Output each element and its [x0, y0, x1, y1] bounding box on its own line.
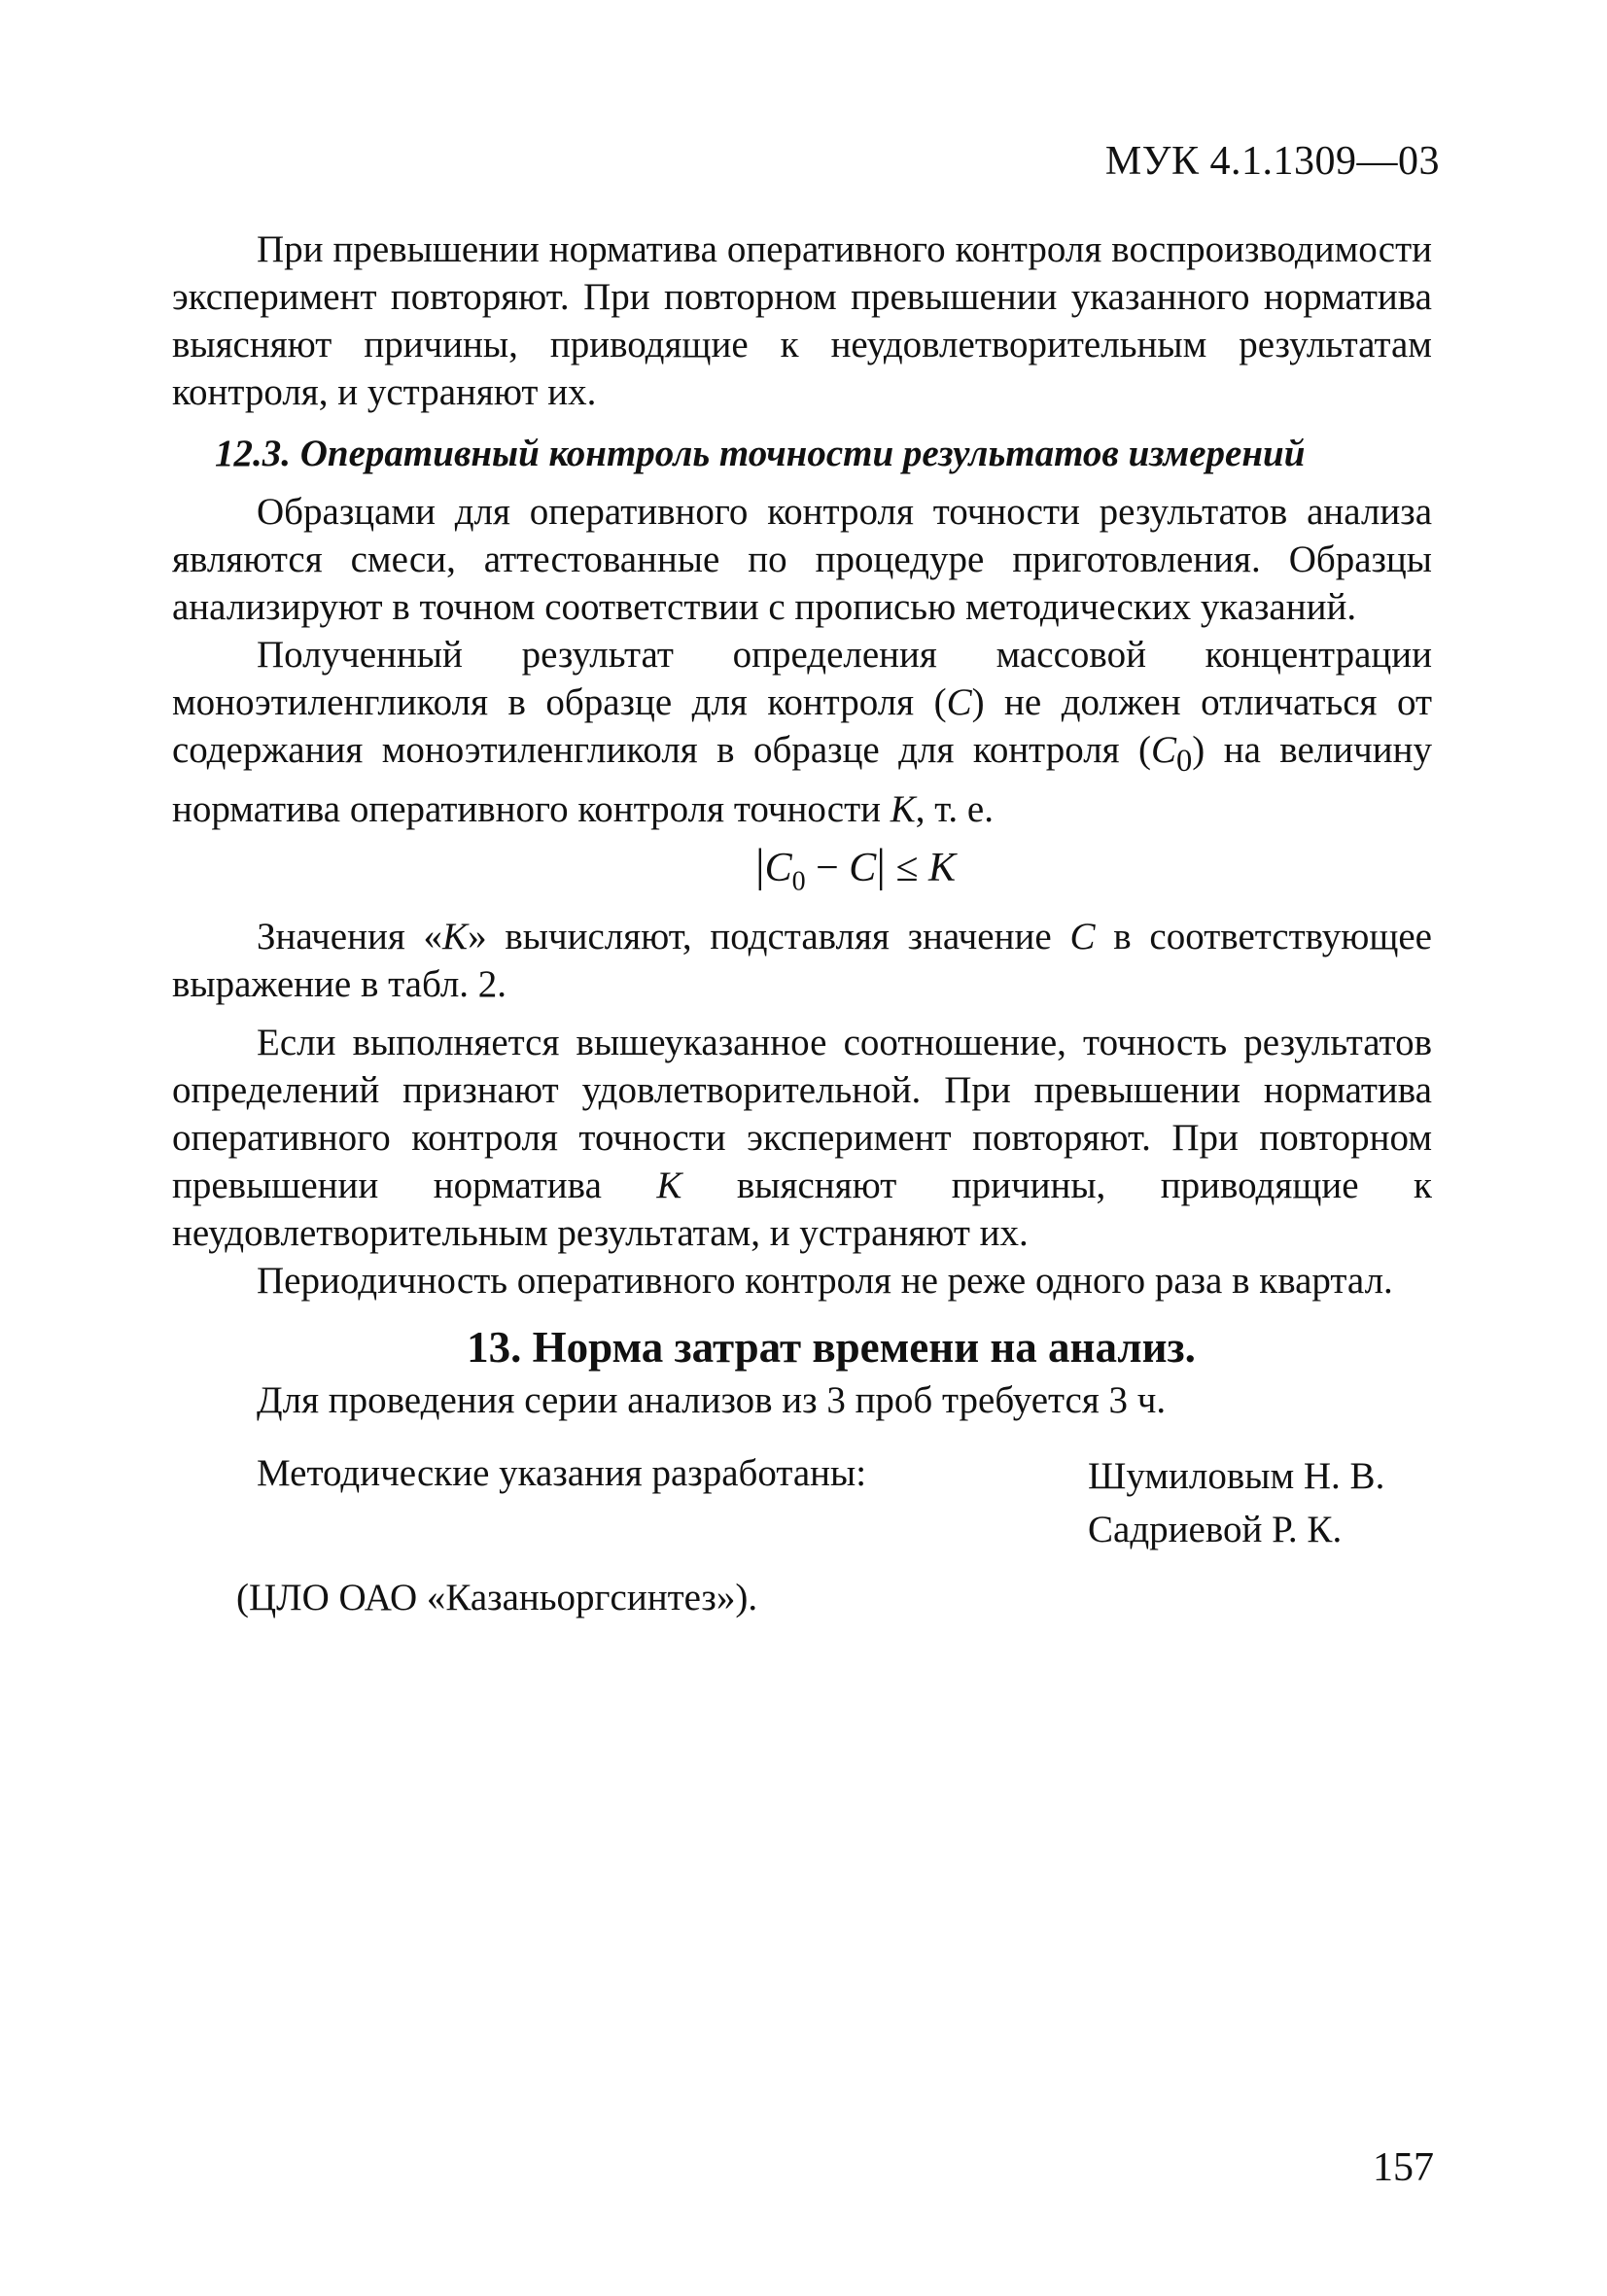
- paragraph-time-norm: Для проведения серии анализов из 3 проб требуется 3 ч.: [257, 1379, 1167, 1422]
- page-content: [172, 226, 1432, 1621]
- formula-k: K: [927, 845, 956, 890]
- formula-c0: C: [764, 845, 792, 890]
- section-title-13: 13. Норма затрат времени на анализ.: [467, 1323, 1196, 1373]
- variable-c: C: [946, 681, 972, 723]
- variable-c: C: [1069, 916, 1096, 958]
- paragraph-text: , т. е.: [915, 787, 994, 830]
- paragraph-text: Если выполняется вышеуказанное соотношение, точность результатов определений признают удовлетворительной. При превышении норматива оперативного контроля точности эксперимент повторяют. При повторном превышении норматива: [172, 1022, 1432, 1207]
- author-name: Садриевой Р. К.: [1088, 1509, 1343, 1551]
- formula-accuracy-check: [172, 839, 1432, 909]
- variable-k: K: [442, 916, 469, 958]
- organization: (ЦЛО ОАО «Казаньоргсинтез»).: [236, 1577, 758, 1619]
- authors-block: [172, 1449, 1432, 1556]
- author-name: Шумиловым Н. В.: [1088, 1455, 1385, 1498]
- subscript-zero: 0: [1176, 743, 1193, 779]
- formula-abs-left: |: [754, 839, 765, 891]
- paragraph-text: ) не должен отличаться от содержания моноэтиленгликоля в образце для контроля (: [172, 681, 1432, 771]
- formula-c0-subscript: 0: [791, 866, 806, 897]
- variable-k: K: [890, 787, 916, 830]
- paragraph-accuracy-satisfactory: [172, 1019, 1432, 1257]
- paragraph-text: в соответствующее выражение в табл. 2.: [172, 916, 1432, 1006]
- paragraph-control-samples: Образцами для оперативного контроля точности результатов анализа являются смеси, аттестованные по процедуре приготовления. Образцы анализируют в точном соответствии с прописью методических указаний.: [172, 491, 1432, 628]
- paragraph-reproducibility-repeat: При превышении норматива оперативного контроля воспроизводимости эксперимент повторяют. При повторном превышении указанного норматива выясняют причины, приводящие к неудовлетворительным результатам контроля, и устраняют их.: [172, 228, 1432, 413]
- paragraph-result-deviation: [172, 631, 1432, 833]
- paragraph-text: Значения «: [257, 916, 443, 958]
- paragraph-text: » вычисляют, подставляя значение: [468, 916, 1070, 958]
- paragraph-text: выясняют причины, приводящие к неудовлетворительным результатам, и устраняют их.: [172, 1165, 1432, 1255]
- formula-abs-right: |: [876, 839, 886, 891]
- variable-c0: C: [1151, 729, 1177, 771]
- paragraph-periodicity: Периодичность оперативного контроля не реже одного раза в квартал.: [257, 1260, 1393, 1303]
- paragraph-k-values: [172, 913, 1432, 1008]
- document-code-header: МУК 4.1.1309—03: [1104, 139, 1440, 184]
- variable-k: K: [656, 1165, 682, 1207]
- formula-c: C: [849, 845, 877, 890]
- paragraph-text: ) на величину норматива оперативного контроля точности: [172, 729, 1432, 830]
- formula-minus: −: [805, 845, 850, 890]
- page-number: 157: [1373, 2145, 1434, 2190]
- subsection-title-12-3: 12.3. Оперативный контроль точности результатов измерений: [215, 433, 1306, 474]
- authors-label: Методические указания разработаны:: [257, 1452, 867, 1495]
- paragraph-text: Полученный результат определения массовой концентрации моноэтиленгликоля в образце для контроля (: [172, 634, 1432, 723]
- formula-le: ≤: [885, 845, 928, 890]
- authors-names: [1088, 1449, 1384, 1556]
